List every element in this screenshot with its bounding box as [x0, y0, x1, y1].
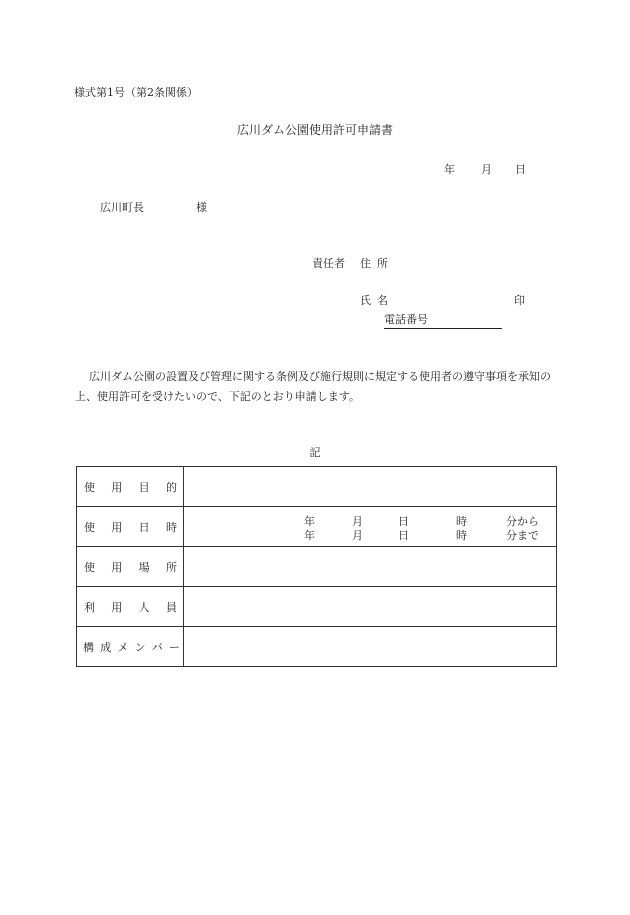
date-day-label: 日	[515, 163, 526, 176]
people-label-char: 人	[138, 600, 150, 614]
place-label-char: 場	[138, 560, 150, 574]
to-hour: 時	[456, 528, 467, 542]
place-label-char: 用	[111, 560, 123, 574]
members-label-cell	[77, 627, 184, 667]
datetime-label-char: 使	[84, 520, 95, 534]
seal-label: 印	[514, 294, 525, 307]
members-label-char: 成	[100, 640, 112, 654]
members-label-char: バ	[151, 640, 163, 654]
addressee-honorific: 様	[196, 201, 207, 214]
members-label-char: ン	[134, 640, 146, 654]
members-value-cell[interactable]	[184, 627, 557, 667]
datetime-to-line	[184, 527, 556, 541]
people-value-cell[interactable]	[184, 587, 557, 627]
table-row-datetime	[77, 507, 557, 547]
purpose-label-char: 用	[111, 480, 123, 494]
name-label: 氏名	[360, 294, 394, 307]
from-month: 月	[352, 514, 363, 528]
place-label-char: 使	[84, 560, 95, 574]
to-day: 日	[398, 528, 409, 542]
usage-table	[76, 466, 557, 667]
application-statement: 広川ダム公園の設置及び管理に関する条例及び施行規則に規定する使用者の遵守事項を承知の上、使用許可を受けたいので、下記のとおり申請します。	[75, 370, 551, 403]
datetime-label-char: 日	[138, 520, 150, 534]
table-row-members	[77, 627, 557, 667]
from-day: 日	[398, 514, 409, 528]
purpose-label-cell	[77, 467, 184, 507]
purpose-label-char: 目	[138, 480, 150, 494]
place-label-char: 所	[165, 560, 177, 574]
form-number: 様式第1号（第2条関係）	[74, 86, 198, 99]
datetime-label-cell	[77, 507, 184, 547]
people-label-char: 員	[165, 600, 177, 614]
place-value-cell[interactable]	[184, 547, 557, 587]
phone-number-label: 電話番号	[384, 311, 502, 329]
people-label-cell	[77, 587, 184, 627]
members-label-char: ー	[168, 640, 180, 654]
page-title: 広川ダム公園使用許可申請書	[236, 123, 393, 137]
date-month-label: 月	[481, 163, 492, 176]
purpose-label-char: 的	[165, 480, 177, 494]
datetime-from-line	[184, 513, 556, 527]
place-label-cell	[77, 547, 184, 587]
datetime-label-char: 時	[165, 520, 177, 534]
to-year: 年	[304, 528, 315, 542]
to-month: 月	[352, 528, 363, 542]
to-minute: 分まで	[506, 528, 539, 542]
table-row-purpose	[77, 467, 557, 507]
from-minute: 分から	[506, 514, 539, 528]
purpose-value-cell[interactable]	[184, 467, 557, 507]
purpose-label-char: 使	[84, 480, 95, 494]
datetime-label-char: 用	[111, 520, 123, 534]
members-label-char: 構	[83, 640, 94, 654]
members-label-char: メ	[117, 640, 129, 654]
address-label: 住所	[360, 257, 394, 270]
from-hour: 時	[456, 514, 467, 528]
table-row-place	[77, 547, 557, 587]
ki-heading: 記	[309, 446, 321, 459]
people-label-char: 利	[84, 600, 95, 614]
from-year: 年	[304, 514, 315, 528]
datetime-value-cell[interactable]	[184, 507, 557, 547]
date-year-label: 年	[444, 163, 455, 176]
table-row-people	[77, 587, 557, 627]
responsible-person-label: 責任者	[312, 257, 345, 270]
people-label-char: 用	[111, 600, 123, 614]
addressee-name: 広川町長	[100, 201, 144, 214]
